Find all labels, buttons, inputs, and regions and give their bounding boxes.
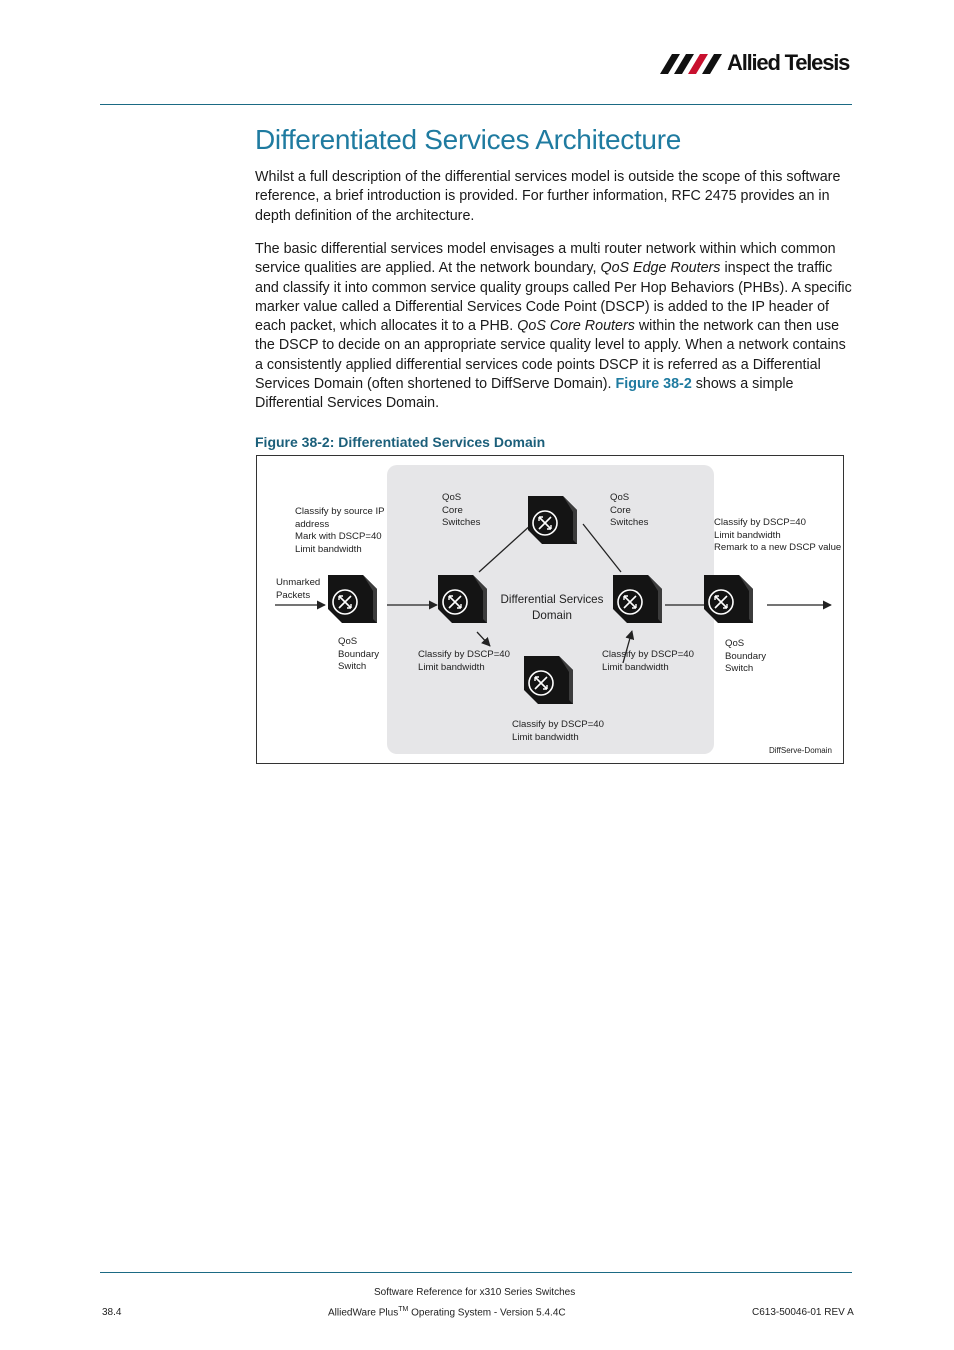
label-classify-bottom: Classify by DSCP=40 Limit bandwidth [512,719,604,743]
core-switch-bottom-icon [524,656,573,704]
logo-mark-icon [660,52,726,74]
footer-doc-title: Software Reference for x310 Series Switches [374,1287,576,1298]
label-boundary-left: QoS Boundary Switch [338,636,380,673]
core-switch-right-icon [613,575,662,623]
allied-telesis-logo [660,52,855,78]
figure-link[interactable]: Figure 38-2 [615,376,692,393]
paragraph-text: within the network can then use the DSCP to decide on an appropriate service quality level to apply. When a network contains a consistently applied differential services code points DSCP it is referred as a Differential Services Domain (often shortened to DiffServe Domain). [255,318,846,393]
label-classify-source: Classify by source IP address Mark with DSCP=40 Limit bandwidth [295,506,385,555]
label-core-switches-left: QoS Core Switches [442,492,481,529]
footer-version-text: Operating System - Version 5.4.4C [408,1307,566,1319]
footer-doc-id: C613-50046-01 REV A [752,1307,854,1318]
label-domain: Differential Services Domain [500,593,604,622]
paragraph-text: shows a simple Differential Services Domain. [255,376,794,412]
edge-routers-term: QoS Edge Routers [600,260,721,277]
figure-caption: Figure 38-2: Differentiated Services Domain [255,434,546,450]
diffserv-figure [256,455,844,764]
logo-wordmark: Allied Telesis [727,50,850,75]
footer-trademark: TM [398,1306,409,1313]
label-classify-left: Classify by DSCP=40 Limit bandwidth [418,649,510,673]
core-switch-top-icon [528,496,577,544]
footer-rule [100,1272,852,1273]
boundary-switch-left-icon [328,575,377,623]
label-boundary-right: QoS Boundary Switch [725,638,767,675]
core-switch-left-icon [438,575,487,623]
page-title: Differentiated Services Architecture [255,124,682,155]
footer-page-number: 38.4 [102,1307,122,1318]
label-remark: Classify by DSCP=40 Limit bandwidth Remark to a new DSCP value [714,517,842,554]
label-core-switches-right: QoS Core Switches [610,492,649,529]
figure-id: DiffServe-Domain [769,746,832,755]
header-rule [100,104,852,105]
core-routers-term: QoS Core Routers [517,318,635,335]
model-paragraph [255,240,855,414]
paragraph-text: The basic differential services model envisages a multi router network within which common service qualities are applied. At the network boundary, [255,241,836,277]
footer-version [328,1306,566,1318]
label-classify-right: Classify by DSCP=40 Limit bandwidth [602,649,694,673]
paragraph-text: inspect the traffic and classify it into common service quality groups called Per Hop Behaviors (PHBs). A specific marker value called a Differential Services Code Point (DSCP) is added to the IP header of each packet, which allocates it to a PHB. [255,260,852,335]
footer-product: AlliedWare Plus [328,1307,399,1319]
label-unmarked-packets: Unmarked Packets [276,577,321,601]
boundary-switch-right-icon [704,575,753,623]
intro-paragraph: Whilst a full description of the differential services model is outside the scope of this software reference, a brief introduction is provided. For further information, RFC 2475 provides an in depth definition of the architecture. [255,169,841,224]
